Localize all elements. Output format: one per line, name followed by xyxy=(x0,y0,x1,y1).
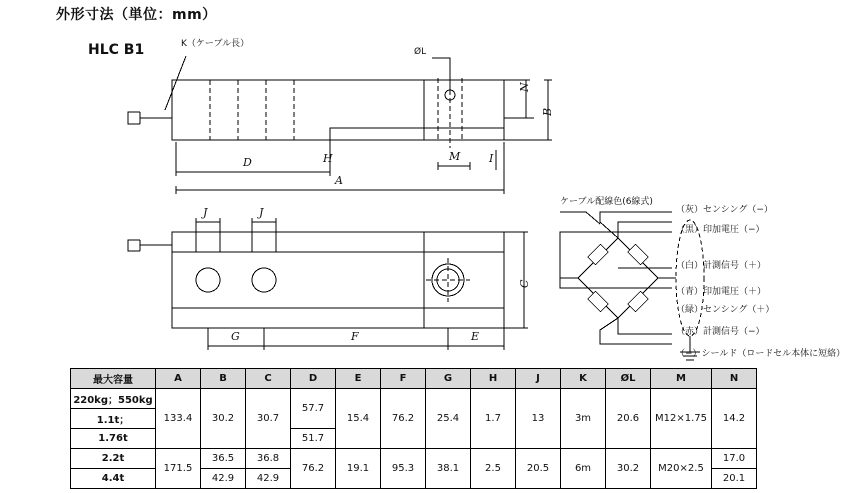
wire-label-4: （緑）センシング（＋） xyxy=(676,305,775,315)
cell-capacity-3: 1.76t xyxy=(71,429,156,449)
cell-A-1: 133.4 xyxy=(156,389,201,449)
cell-L-4: 30.2 xyxy=(606,449,651,489)
cell-D-4: 76.2 xyxy=(291,449,336,489)
th-M: M xyxy=(651,369,712,389)
cell-J-4: 20.5 xyxy=(516,449,561,489)
cell-G-1: 25.4 xyxy=(426,389,471,449)
wire-label-1: （黒）印加電圧（−） xyxy=(676,225,765,235)
wire-label-0: （灰）センシング（−） xyxy=(676,205,773,215)
table-row xyxy=(71,449,757,469)
dim-label-F: F xyxy=(351,330,359,343)
th-E: E xyxy=(336,369,381,389)
th-C: C xyxy=(246,369,291,389)
callout-cable-length: K（ケーブル長） xyxy=(181,39,250,49)
dim-label-N: N xyxy=(518,82,531,92)
cell-C-1: 30.7 xyxy=(246,389,291,449)
dim-label-H: H xyxy=(323,152,333,165)
cell-D-1: 57.7 xyxy=(291,389,336,429)
cell-E-1: 15.4 xyxy=(336,389,381,449)
cell-N-5: 20.1 xyxy=(712,469,757,489)
cell-C-5: 42.9 xyxy=(246,469,291,489)
cell-J-1: 13 xyxy=(516,389,561,449)
th-H: H xyxy=(471,369,516,389)
cell-C-4: 36.8 xyxy=(246,449,291,469)
cell-K-4: 6m xyxy=(561,449,606,489)
cell-E-4: 19.1 xyxy=(336,449,381,489)
th-L: ØL xyxy=(606,369,651,389)
cell-capacity-4: 2.2t xyxy=(71,449,156,469)
th-A: A xyxy=(156,369,201,389)
dim-label-B: B xyxy=(541,107,554,116)
cell-capacity-5: 4.4t xyxy=(71,469,156,489)
th-K: K xyxy=(561,369,606,389)
dim-label-A: A xyxy=(335,174,343,187)
wire-label-6: （−）シールド（ロードセル本体に短絡） xyxy=(676,349,845,359)
page-title: 外形寸法（単位：mm） xyxy=(56,7,217,23)
cell-A-4: 171.5 xyxy=(156,449,201,489)
dimensions-table xyxy=(70,368,757,489)
th-B: B xyxy=(201,369,246,389)
dim-label-G: G xyxy=(231,330,240,343)
th-F: F xyxy=(381,369,426,389)
wire-label-3: （青）印加電圧（＋） xyxy=(676,287,767,297)
cell-capacity-1: 220kg；550kg xyxy=(71,389,156,409)
th-J: J xyxy=(516,369,561,389)
th-D: D xyxy=(291,369,336,389)
cell-B-1: 30.2 xyxy=(201,389,246,449)
th-capacity: 最大容量 xyxy=(71,369,156,389)
cell-B-4: 36.5 xyxy=(201,449,246,469)
cell-N-4: 17.0 xyxy=(712,449,757,469)
dim-label-I: I xyxy=(489,152,494,165)
model-label: HLC B1 xyxy=(88,42,145,58)
table-row xyxy=(71,389,757,409)
cell-G-4: 38.1 xyxy=(426,449,471,489)
cell-capacity-2: 1.1t； xyxy=(71,409,156,429)
dim-label-M: M xyxy=(449,150,461,163)
dim-label-J1: J xyxy=(203,206,208,219)
cell-B-5: 42.9 xyxy=(201,469,246,489)
dim-label-D: D xyxy=(243,156,252,169)
cell-F-4: 95.3 xyxy=(381,449,426,489)
wiring-title: ケーブル配線色(6線式) xyxy=(560,197,653,207)
cell-L-1: 20.6 xyxy=(606,389,651,449)
cell-N-1: 14.2 xyxy=(712,389,757,449)
dim-label-J2: J xyxy=(259,206,264,219)
cell-H-1: 1.7 xyxy=(471,389,516,449)
th-G: G xyxy=(426,369,471,389)
dim-label-C: C xyxy=(518,279,531,288)
wire-label-2: （白）計測信号（＋） xyxy=(676,261,767,271)
cell-M-1: M12×1.75 xyxy=(651,389,712,449)
cell-M-4: M20×2.5 xyxy=(651,449,712,489)
dim-label-E: E xyxy=(471,330,480,343)
cell-D-3: 51.7 xyxy=(291,429,336,449)
callout-hole-dia: ØL xyxy=(414,47,427,57)
th-N: N xyxy=(712,369,757,389)
table-header-row xyxy=(71,369,757,389)
cell-K-1: 3m xyxy=(561,389,606,449)
wire-label-5: （赤）計測信号（−） xyxy=(676,327,765,337)
cell-F-1: 76.2 xyxy=(381,389,426,449)
cell-H-4: 2.5 xyxy=(471,449,516,489)
